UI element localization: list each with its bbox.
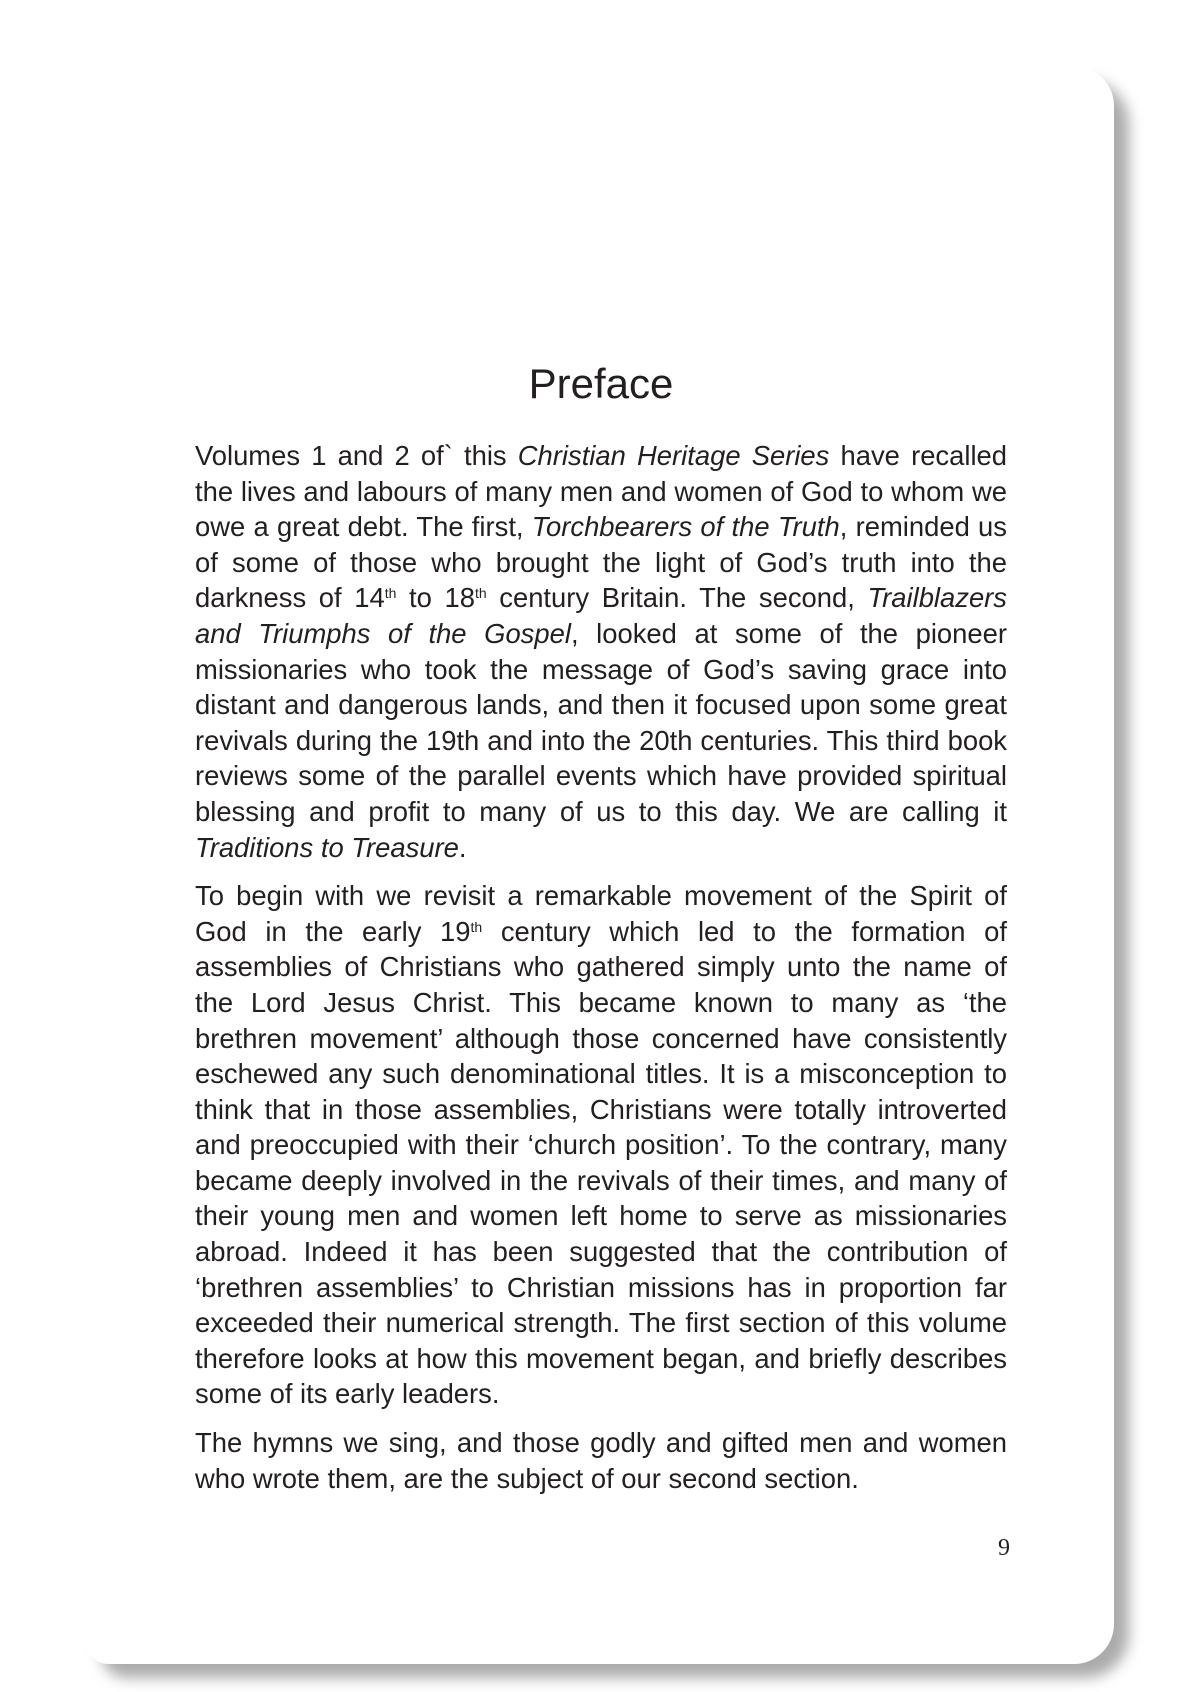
- paragraph-text: century which led to the formation of assemblies of Christians who gathered simply unto the name of the Lord Jesus Christ. This became known to many as ‘the brethren movement’ although those concerned have consistently eschewed any such denominational titles. It is a misconception to think that in those assemblies, Christians were totally introverted and preoccupied with their ‘church position’. To the contrary, many became deeply involved in the revivals of their times, and many of their young men and women left home to serve as missionaries abroad. Indeed it has been suggested that the contribution of ‘brethren assemblies’ to Christian missions has in proportion far exceeded their numerical strength. The first section of this volume therefore looks at how this movement began, and briefly describes some of its early leaders.: [195, 915, 1007, 1410]
- paragraph-text: .: [458, 831, 467, 863]
- page-number: 9: [998, 1535, 1010, 1561]
- page-content: [195, 356, 1007, 1509]
- paragraph-text: , looked at some of the pioneer missionaries who took the message of God’s saving grace into distant and dangerous lands, and then it focused upon some great revivals during the 19th and into the 20th centuries. This third book reviews some of the parallel events which have provided spiritual blessing and profit to many of us to this day. We are calling it: [195, 617, 1007, 827]
- book-title-italic: Trailblazers and Triumphs of the Gospel: [195, 582, 1007, 649]
- paragraph-text: Volumes 1 and 2 of` this: [195, 440, 518, 471]
- paragraph-text: have recalled the lives and labours of many men and women of God to whom we owe a great debt. The first,: [195, 440, 1007, 543]
- book-title-italic: Traditions to Treasure: [195, 831, 459, 863]
- paragraph-text: to 18: [396, 582, 475, 614]
- book-title-italic: Christian Heritage Series: [517, 440, 830, 471]
- page-title: Preface: [528, 360, 674, 407]
- paragraph-text: , reminded us of some of those who brought the light of God’s truth into the darkness of 14: [195, 511, 1007, 614]
- preface-body: [195, 438, 1007, 1496]
- ordinal-superscript: th: [474, 585, 487, 602]
- paragraph-text: century Britain. The second,: [486, 582, 868, 614]
- body-paragraph: [195, 1425, 1007, 1496]
- paragraph-text: To begin with we revisit a remarkable movement of the Spirit of God in the early 19: [195, 880, 1007, 947]
- book-title-italic: Torchbearers of the Truth: [531, 511, 840, 543]
- ordinal-superscript: th: [384, 585, 397, 602]
- body-paragraph: [195, 878, 1007, 1412]
- body-paragraph: [195, 438, 1007, 865]
- paragraph-text: The hymns we sing, and those godly and gifted men and women who wrote them, are the subject of our second section.: [195, 1427, 1007, 1494]
- ordinal-superscript: th: [470, 918, 483, 935]
